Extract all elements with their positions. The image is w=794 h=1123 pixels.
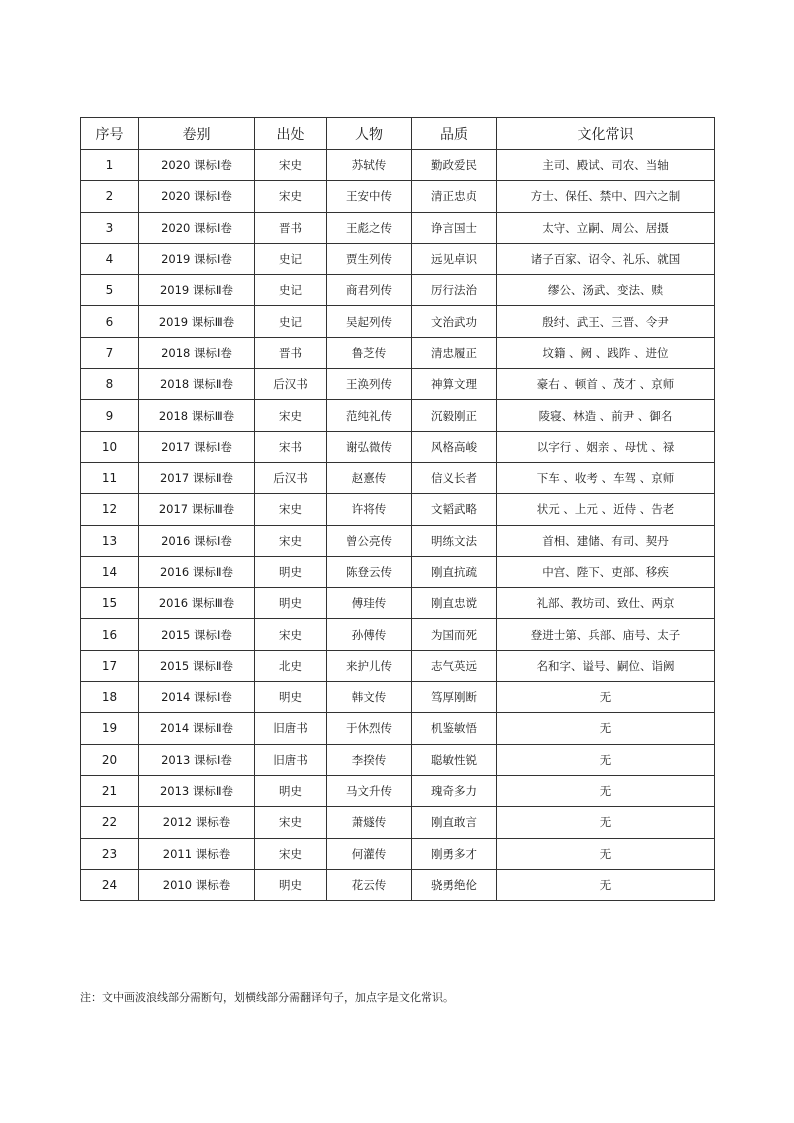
table-row bbox=[81, 369, 715, 400]
cell-figure: 鲁芝传 bbox=[327, 337, 412, 368]
table-row bbox=[81, 713, 715, 744]
cell-figure: 李揆传 bbox=[327, 744, 412, 775]
cell-index: 10 bbox=[81, 431, 139, 462]
cell-culture: 无 bbox=[497, 744, 715, 775]
cell-figure: 于休烈传 bbox=[327, 713, 412, 744]
cell-source: 史记 bbox=[255, 306, 327, 337]
cell-paper: 2013 课标Ⅱ卷 bbox=[139, 775, 255, 806]
exam-table bbox=[80, 117, 715, 901]
table-row bbox=[81, 869, 715, 900]
footnote: 注：文中画波浪线部分需断句，划横线部分需翻译句子，加点字是文化常识。 bbox=[80, 991, 454, 1004]
cell-source: 宋史 bbox=[255, 150, 327, 181]
cell-paper: 2016 课标Ⅲ卷 bbox=[139, 588, 255, 619]
cell-source: 宋史 bbox=[255, 807, 327, 838]
cell-paper: 2015 课标Ⅱ卷 bbox=[139, 650, 255, 681]
cell-figure: 曾公亮传 bbox=[327, 525, 412, 556]
cell-figure: 谢弘微传 bbox=[327, 431, 412, 462]
cell-source: 后汉书 bbox=[255, 369, 327, 400]
cell-quality: 沉毅刚正 bbox=[412, 400, 497, 431]
table-row bbox=[81, 807, 715, 838]
cell-culture: 诸子百家、诏令、礼乐、就国 bbox=[497, 243, 715, 274]
table-row bbox=[81, 556, 715, 587]
cell-figure: 许将传 bbox=[327, 494, 412, 525]
cell-index: 8 bbox=[81, 369, 139, 400]
cell-culture: 无 bbox=[497, 713, 715, 744]
cell-figure: 孙傅传 bbox=[327, 619, 412, 650]
cell-index: 16 bbox=[81, 619, 139, 650]
cell-culture: 豪右 、顿首 、茂才 、京师 bbox=[497, 369, 715, 400]
cell-index: 24 bbox=[81, 869, 139, 900]
cell-quality: 机鉴敏悟 bbox=[412, 713, 497, 744]
cell-figure: 范纯礼传 bbox=[327, 400, 412, 431]
cell-quality: 刚直忠谠 bbox=[412, 588, 497, 619]
cell-index: 3 bbox=[81, 212, 139, 243]
cell-culture: 登进士第、兵部、庙号、太子 bbox=[497, 619, 715, 650]
cell-culture: 无 bbox=[497, 869, 715, 900]
cell-figure: 苏轼传 bbox=[327, 150, 412, 181]
cell-index: 21 bbox=[81, 775, 139, 806]
table-row bbox=[81, 243, 715, 274]
cell-source: 明史 bbox=[255, 556, 327, 587]
cell-paper: 2018 课标Ⅲ卷 bbox=[139, 400, 255, 431]
cell-culture: 礼部、教坊司、致仕、两京 bbox=[497, 588, 715, 619]
cell-quality: 志气英远 bbox=[412, 650, 497, 681]
cell-quality: 勤政爱民 bbox=[412, 150, 497, 181]
table-row bbox=[81, 494, 715, 525]
cell-figure: 何灌传 bbox=[327, 838, 412, 869]
cell-paper: 2014 课标Ⅰ卷 bbox=[139, 682, 255, 713]
table-row bbox=[81, 744, 715, 775]
cell-paper: 2017 课标Ⅰ卷 bbox=[139, 431, 255, 462]
cell-figure: 王安中传 bbox=[327, 181, 412, 212]
cell-quality: 风格高峻 bbox=[412, 431, 497, 462]
cell-index: 1 bbox=[81, 150, 139, 181]
table-header-row bbox=[81, 118, 715, 150]
cell-source: 明史 bbox=[255, 869, 327, 900]
cell-quality: 瑰奇多力 bbox=[412, 775, 497, 806]
cell-source: 宋史 bbox=[255, 525, 327, 556]
cell-paper: 2019 课标Ⅲ卷 bbox=[139, 306, 255, 337]
cell-paper: 2014 课标Ⅱ卷 bbox=[139, 713, 255, 744]
cell-index: 17 bbox=[81, 650, 139, 681]
cell-source: 北史 bbox=[255, 650, 327, 681]
cell-index: 11 bbox=[81, 462, 139, 493]
table-row bbox=[81, 181, 715, 212]
cell-source: 后汉书 bbox=[255, 462, 327, 493]
cell-quality: 诤言国士 bbox=[412, 212, 497, 243]
cell-paper: 2013 课标Ⅰ卷 bbox=[139, 744, 255, 775]
table-row bbox=[81, 306, 715, 337]
header-index: 序号 bbox=[81, 118, 139, 150]
cell-paper: 2018 课标Ⅰ卷 bbox=[139, 337, 255, 368]
table-row bbox=[81, 838, 715, 869]
cell-index: 5 bbox=[81, 275, 139, 306]
cell-paper: 2016 课标Ⅱ卷 bbox=[139, 556, 255, 587]
cell-index: 13 bbox=[81, 525, 139, 556]
table-row bbox=[81, 525, 715, 556]
cell-index: 22 bbox=[81, 807, 139, 838]
cell-index: 20 bbox=[81, 744, 139, 775]
table-row bbox=[81, 400, 715, 431]
cell-paper: 2011 课标卷 bbox=[139, 838, 255, 869]
cell-quality: 信义长者 bbox=[412, 462, 497, 493]
cell-source: 明史 bbox=[255, 682, 327, 713]
cell-source: 宋史 bbox=[255, 181, 327, 212]
table-row bbox=[81, 337, 715, 368]
cell-paper: 2020 课标Ⅰ卷 bbox=[139, 150, 255, 181]
cell-source: 明史 bbox=[255, 588, 327, 619]
cell-culture: 下车 、收考 、车驾 、京师 bbox=[497, 462, 715, 493]
cell-index: 4 bbox=[81, 243, 139, 274]
cell-index: 6 bbox=[81, 306, 139, 337]
cell-figure: 萧燧传 bbox=[327, 807, 412, 838]
cell-source: 旧唐书 bbox=[255, 744, 327, 775]
cell-paper: 2018 课标Ⅱ卷 bbox=[139, 369, 255, 400]
table-row bbox=[81, 650, 715, 681]
cell-paper: 2020 课标Ⅰ卷 bbox=[139, 181, 255, 212]
cell-culture: 首相、建储、有司、契丹 bbox=[497, 525, 715, 556]
cell-culture: 方士、保任、禁中、四六之制 bbox=[497, 181, 715, 212]
cell-quality: 骁勇绝伦 bbox=[412, 869, 497, 900]
cell-quality: 厉行法治 bbox=[412, 275, 497, 306]
cell-index: 14 bbox=[81, 556, 139, 587]
cell-culture: 名和字、谥号、嗣位、诣阙 bbox=[497, 650, 715, 681]
header-quality: 品质 bbox=[412, 118, 497, 150]
cell-source: 宋书 bbox=[255, 431, 327, 462]
cell-quality: 神算文理 bbox=[412, 369, 497, 400]
cell-quality: 为国而死 bbox=[412, 619, 497, 650]
cell-quality: 远见卓识 bbox=[412, 243, 497, 274]
cell-quality: 刚直敢言 bbox=[412, 807, 497, 838]
cell-paper: 2012 课标卷 bbox=[139, 807, 255, 838]
cell-quality: 文韬武略 bbox=[412, 494, 497, 525]
cell-source: 宋史 bbox=[255, 494, 327, 525]
table-row bbox=[81, 212, 715, 243]
table-body bbox=[81, 150, 715, 901]
cell-figure: 韩文传 bbox=[327, 682, 412, 713]
cell-quality: 文治武功 bbox=[412, 306, 497, 337]
cell-figure: 王彪之传 bbox=[327, 212, 412, 243]
cell-paper: 2015 课标Ⅰ卷 bbox=[139, 619, 255, 650]
header-figure: 人物 bbox=[327, 118, 412, 150]
cell-culture: 主司、殿试、司农、当轴 bbox=[497, 150, 715, 181]
cell-culture: 以字行 、姻亲 、母忧 、禄 bbox=[497, 431, 715, 462]
cell-quality: 刚勇多才 bbox=[412, 838, 497, 869]
table-row bbox=[81, 275, 715, 306]
cell-culture: 中宫、陛下、吏部、移疾 bbox=[497, 556, 715, 587]
cell-figure: 商君列传 bbox=[327, 275, 412, 306]
cell-source: 宋史 bbox=[255, 619, 327, 650]
cell-figure: 陈登云传 bbox=[327, 556, 412, 587]
header-paper: 卷别 bbox=[139, 118, 255, 150]
cell-paper: 2017 课标Ⅱ卷 bbox=[139, 462, 255, 493]
table-row bbox=[81, 588, 715, 619]
cell-paper: 2017 课标Ⅲ卷 bbox=[139, 494, 255, 525]
cell-culture: 缪公、汤武、变法、赎 bbox=[497, 275, 715, 306]
cell-figure: 马文升传 bbox=[327, 775, 412, 806]
cell-culture: 坟籍 、阙 、践阼 、进位 bbox=[497, 337, 715, 368]
cell-figure: 花云传 bbox=[327, 869, 412, 900]
cell-figure: 来护儿传 bbox=[327, 650, 412, 681]
cell-culture: 无 bbox=[497, 775, 715, 806]
cell-index: 23 bbox=[81, 838, 139, 869]
cell-index: 15 bbox=[81, 588, 139, 619]
cell-index: 18 bbox=[81, 682, 139, 713]
cell-quality: 聪敏性锐 bbox=[412, 744, 497, 775]
cell-figure: 吴起列传 bbox=[327, 306, 412, 337]
header-source: 出处 bbox=[255, 118, 327, 150]
cell-paper: 2010 课标卷 bbox=[139, 869, 255, 900]
cell-source: 晋书 bbox=[255, 337, 327, 368]
cell-figure: 赵憙传 bbox=[327, 462, 412, 493]
cell-paper: 2019 课标Ⅰ卷 bbox=[139, 243, 255, 274]
cell-source: 史记 bbox=[255, 243, 327, 274]
cell-source: 宋史 bbox=[255, 838, 327, 869]
cell-culture: 殷纣、武王、三晋、令尹 bbox=[497, 306, 715, 337]
cell-figure: 王涣列传 bbox=[327, 369, 412, 400]
cell-quality: 明练文法 bbox=[412, 525, 497, 556]
cell-source: 宋史 bbox=[255, 400, 327, 431]
cell-quality: 清忠履正 bbox=[412, 337, 497, 368]
cell-index: 9 bbox=[81, 400, 139, 431]
cell-source: 晋书 bbox=[255, 212, 327, 243]
table-row bbox=[81, 775, 715, 806]
cell-figure: 贾生列传 bbox=[327, 243, 412, 274]
header-culture: 文化常识 bbox=[497, 118, 715, 150]
cell-culture: 太守、立嗣、周公、居摄 bbox=[497, 212, 715, 243]
cell-index: 19 bbox=[81, 713, 139, 744]
cell-figure: 傅珪传 bbox=[327, 588, 412, 619]
cell-culture: 无 bbox=[497, 838, 715, 869]
cell-paper: 2019 课标Ⅱ卷 bbox=[139, 275, 255, 306]
cell-paper: 2016 课标Ⅰ卷 bbox=[139, 525, 255, 556]
cell-source: 明史 bbox=[255, 775, 327, 806]
table-row bbox=[81, 150, 715, 181]
cell-culture: 无 bbox=[497, 682, 715, 713]
cell-paper: 2020 课标Ⅰ卷 bbox=[139, 212, 255, 243]
table-row bbox=[81, 682, 715, 713]
cell-index: 2 bbox=[81, 181, 139, 212]
cell-culture: 状元 、上元 、近侍 、告老 bbox=[497, 494, 715, 525]
cell-source: 旧唐书 bbox=[255, 713, 327, 744]
cell-quality: 清正忠贞 bbox=[412, 181, 497, 212]
cell-culture: 无 bbox=[497, 807, 715, 838]
table-row bbox=[81, 462, 715, 493]
cell-culture: 陵寝、林造 、前尹 、御名 bbox=[497, 400, 715, 431]
cell-index: 12 bbox=[81, 494, 139, 525]
table-row bbox=[81, 431, 715, 462]
table-row bbox=[81, 619, 715, 650]
cell-source: 史记 bbox=[255, 275, 327, 306]
cell-quality: 笃厚刚断 bbox=[412, 682, 497, 713]
cell-index: 7 bbox=[81, 337, 139, 368]
cell-quality: 刚直抗疏 bbox=[412, 556, 497, 587]
